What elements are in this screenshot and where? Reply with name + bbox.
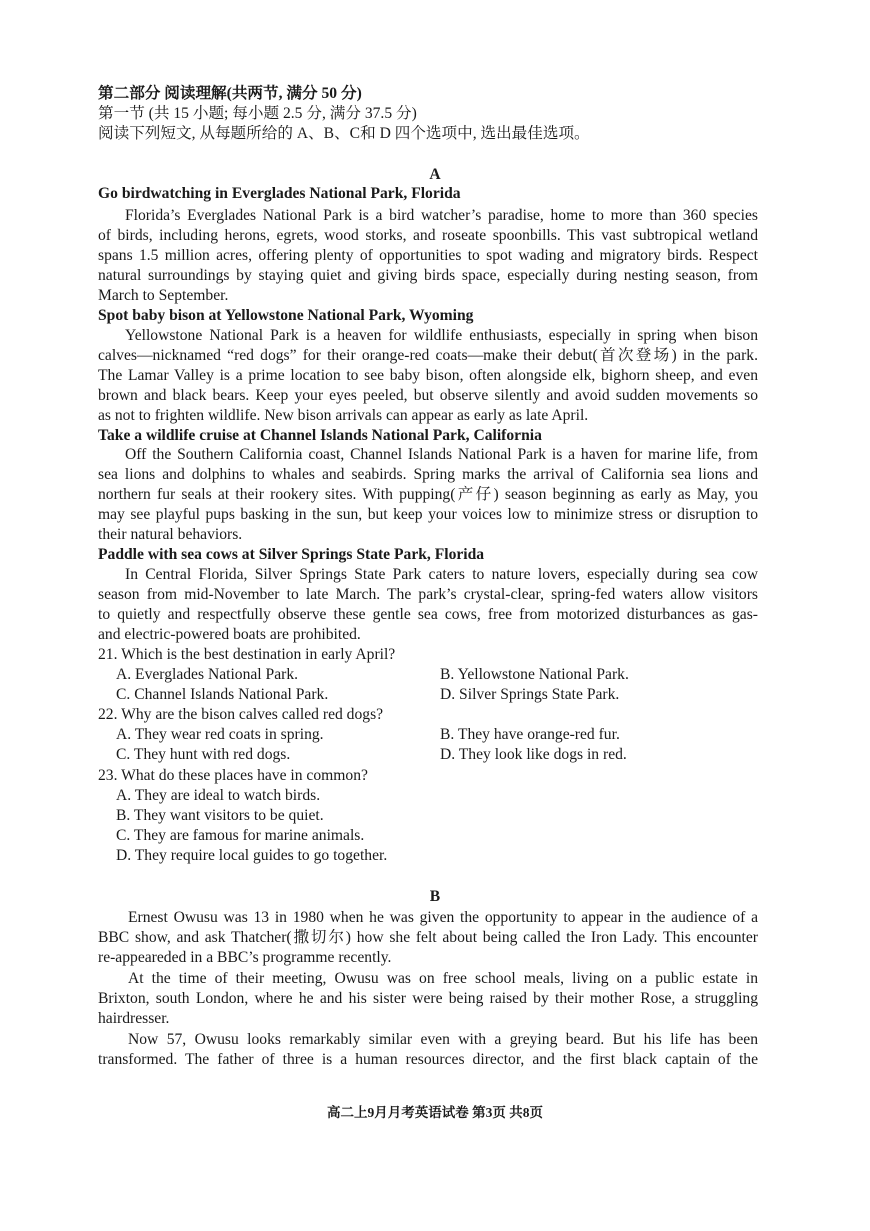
pb-line: re-appeareded in a BBC’s programme recently. (98, 949, 392, 966)
p1-line: March to September. (98, 287, 229, 304)
pb-line: hairdresser. (98, 1010, 170, 1027)
question-23-stem: 23. What do these places have in common? (98, 767, 368, 784)
pb-line: transformed. The father of three is a human resources director, and the first black captain of the (98, 1051, 758, 1068)
q22-option-b: B. They have orange-red fur. (440, 726, 620, 743)
q23-option-b: B. They want visitors to be quiet. (116, 807, 324, 824)
p1-line: Florida’s Everglades National Park is a bird watcher’s paradise, home to more than 360 species (125, 207, 758, 224)
pb-line: BBC show, and ask Thatcher(撒切尔) how she felt about being called the Iron Lady. This encounter (98, 929, 758, 946)
q21-option-a: A. Everglades National Park. (116, 666, 299, 683)
p3-title: Take a wildlife cruise at Channel Islands National Park, California (98, 427, 542, 444)
question-22-stem: 22. Why are the bison calves called red dogs? (98, 706, 384, 723)
p4-title: Paddle with sea cows at Silver Springs State Park, Florida (98, 546, 485, 563)
p3-line: Off the Southern California coast, Channel Islands National Park is a haven for marine life, from (125, 446, 758, 463)
p4-line: In Central Florida, Silver Springs State Park caters to nature lovers, especially during sea cow (125, 566, 758, 583)
q21-option-c: C. Channel Islands National Park. (116, 686, 329, 703)
instruction: 阅读下列短文, 从每题所给的 A、B、C和 D 四个选项中, 选出最佳选项。 (98, 125, 590, 142)
q21-option-d: D. Silver Springs State Park. (440, 686, 620, 703)
q23-option-c: C. They are famous for marine animals. (116, 827, 365, 844)
q23-option-a: A. They are ideal to watch birds. (116, 787, 321, 804)
pb-line: Now 57, Owusu looks remarkably similar even with a greying beard. But his life has been (128, 1031, 758, 1048)
page-footer: 高二上9月月考英语试卷 第3页 共8页 (327, 1105, 543, 1120)
q22-option-a: A. They wear red coats in spring. (116, 726, 324, 743)
passage-b-label: B (429, 888, 441, 905)
p2-line: brown and black bears. Keep your eyes peeled, but observe silently and avoid sudden movements so (98, 387, 758, 404)
pb-line: Ernest Owusu was 13 in 1980 when he was given the opportunity to appear in the audience of a (128, 909, 758, 926)
p1-line: spans 1.5 million acres, offering plenty of opportunities to spot wading and migratory birds. Respect (98, 247, 758, 264)
p1-title: Go birdwatching in Everglades National Park, Florida (98, 185, 461, 202)
q23-option-d: D. They require local guides to go together. (116, 847, 388, 864)
p3-line: sea lions and dolphins to whales and seabirds. Spring marks the arrival of California sea lions and (98, 466, 758, 483)
p1-line: of birds, including herons, egrets, wood storks, and roseate spoonbills. This vast subtropical wetland (98, 227, 758, 244)
question-21-stem: 21. Which is the best destination in early April? (98, 646, 396, 663)
pb-line: Brixton, south London, where he and his sister were being raised by their mother Rose, a struggling (98, 990, 758, 1007)
p2-line: as not to frighten wildlife. New bison arrivals can appear as early as late April. (98, 407, 589, 424)
p2-line: Yellowstone National Park is a heaven for wildlife enthusiasts, especially in spring when bison (125, 327, 758, 344)
p3-line: their natural behaviors. (98, 526, 243, 543)
pb-line: At the time of their meeting, Owusu was on free school meals, living on a public estate in (128, 970, 758, 987)
p2-line: The Lamar Valley is a prime location to see baby bison, often alongside elk, bighorn sheep, and even (98, 367, 758, 384)
p4-line: and electric-powered boats are prohibited. (98, 626, 361, 643)
p1-line: natural surroundings by staying quiet and giving birds space, especially during nesting season, from (98, 267, 758, 284)
passage-a-label: A (429, 166, 441, 183)
p3-line: northern fur seals at their rookery sites. With pupping(产仔) season beginning as early as May, you (98, 486, 758, 503)
part-title: 第二部分 阅读理解(共两节, 满分 50 分) (98, 85, 362, 102)
p4-line: season from mid-November to late March. The park’s crystal-clear, spring-fed waters allow visitors (98, 586, 758, 603)
q22-option-c: C. They hunt with red dogs. (116, 746, 291, 763)
p2-title: Spot baby bison at Yellowstone National Park, Wyoming (98, 307, 474, 324)
p3-line: may see playful pups basking in the sun, but keep your voices low to minimize stress or disruption to (98, 506, 758, 523)
p2-line: calves—nicknamed “red dogs” for their orange-red coats—make their debut(首次登场) in the park. (98, 347, 758, 364)
q21-option-b: B. Yellowstone National Park. (440, 666, 629, 683)
q22-option-d: D. They look like dogs in red. (440, 746, 627, 763)
section-title: 第一节 (共 15 小题; 每小题 2.5 分, 满分 37.5 分) (98, 105, 417, 122)
p4-line: to quietly and respectfully observe these gentle sea cows, free from motorized disturbances as gas- (98, 606, 758, 623)
